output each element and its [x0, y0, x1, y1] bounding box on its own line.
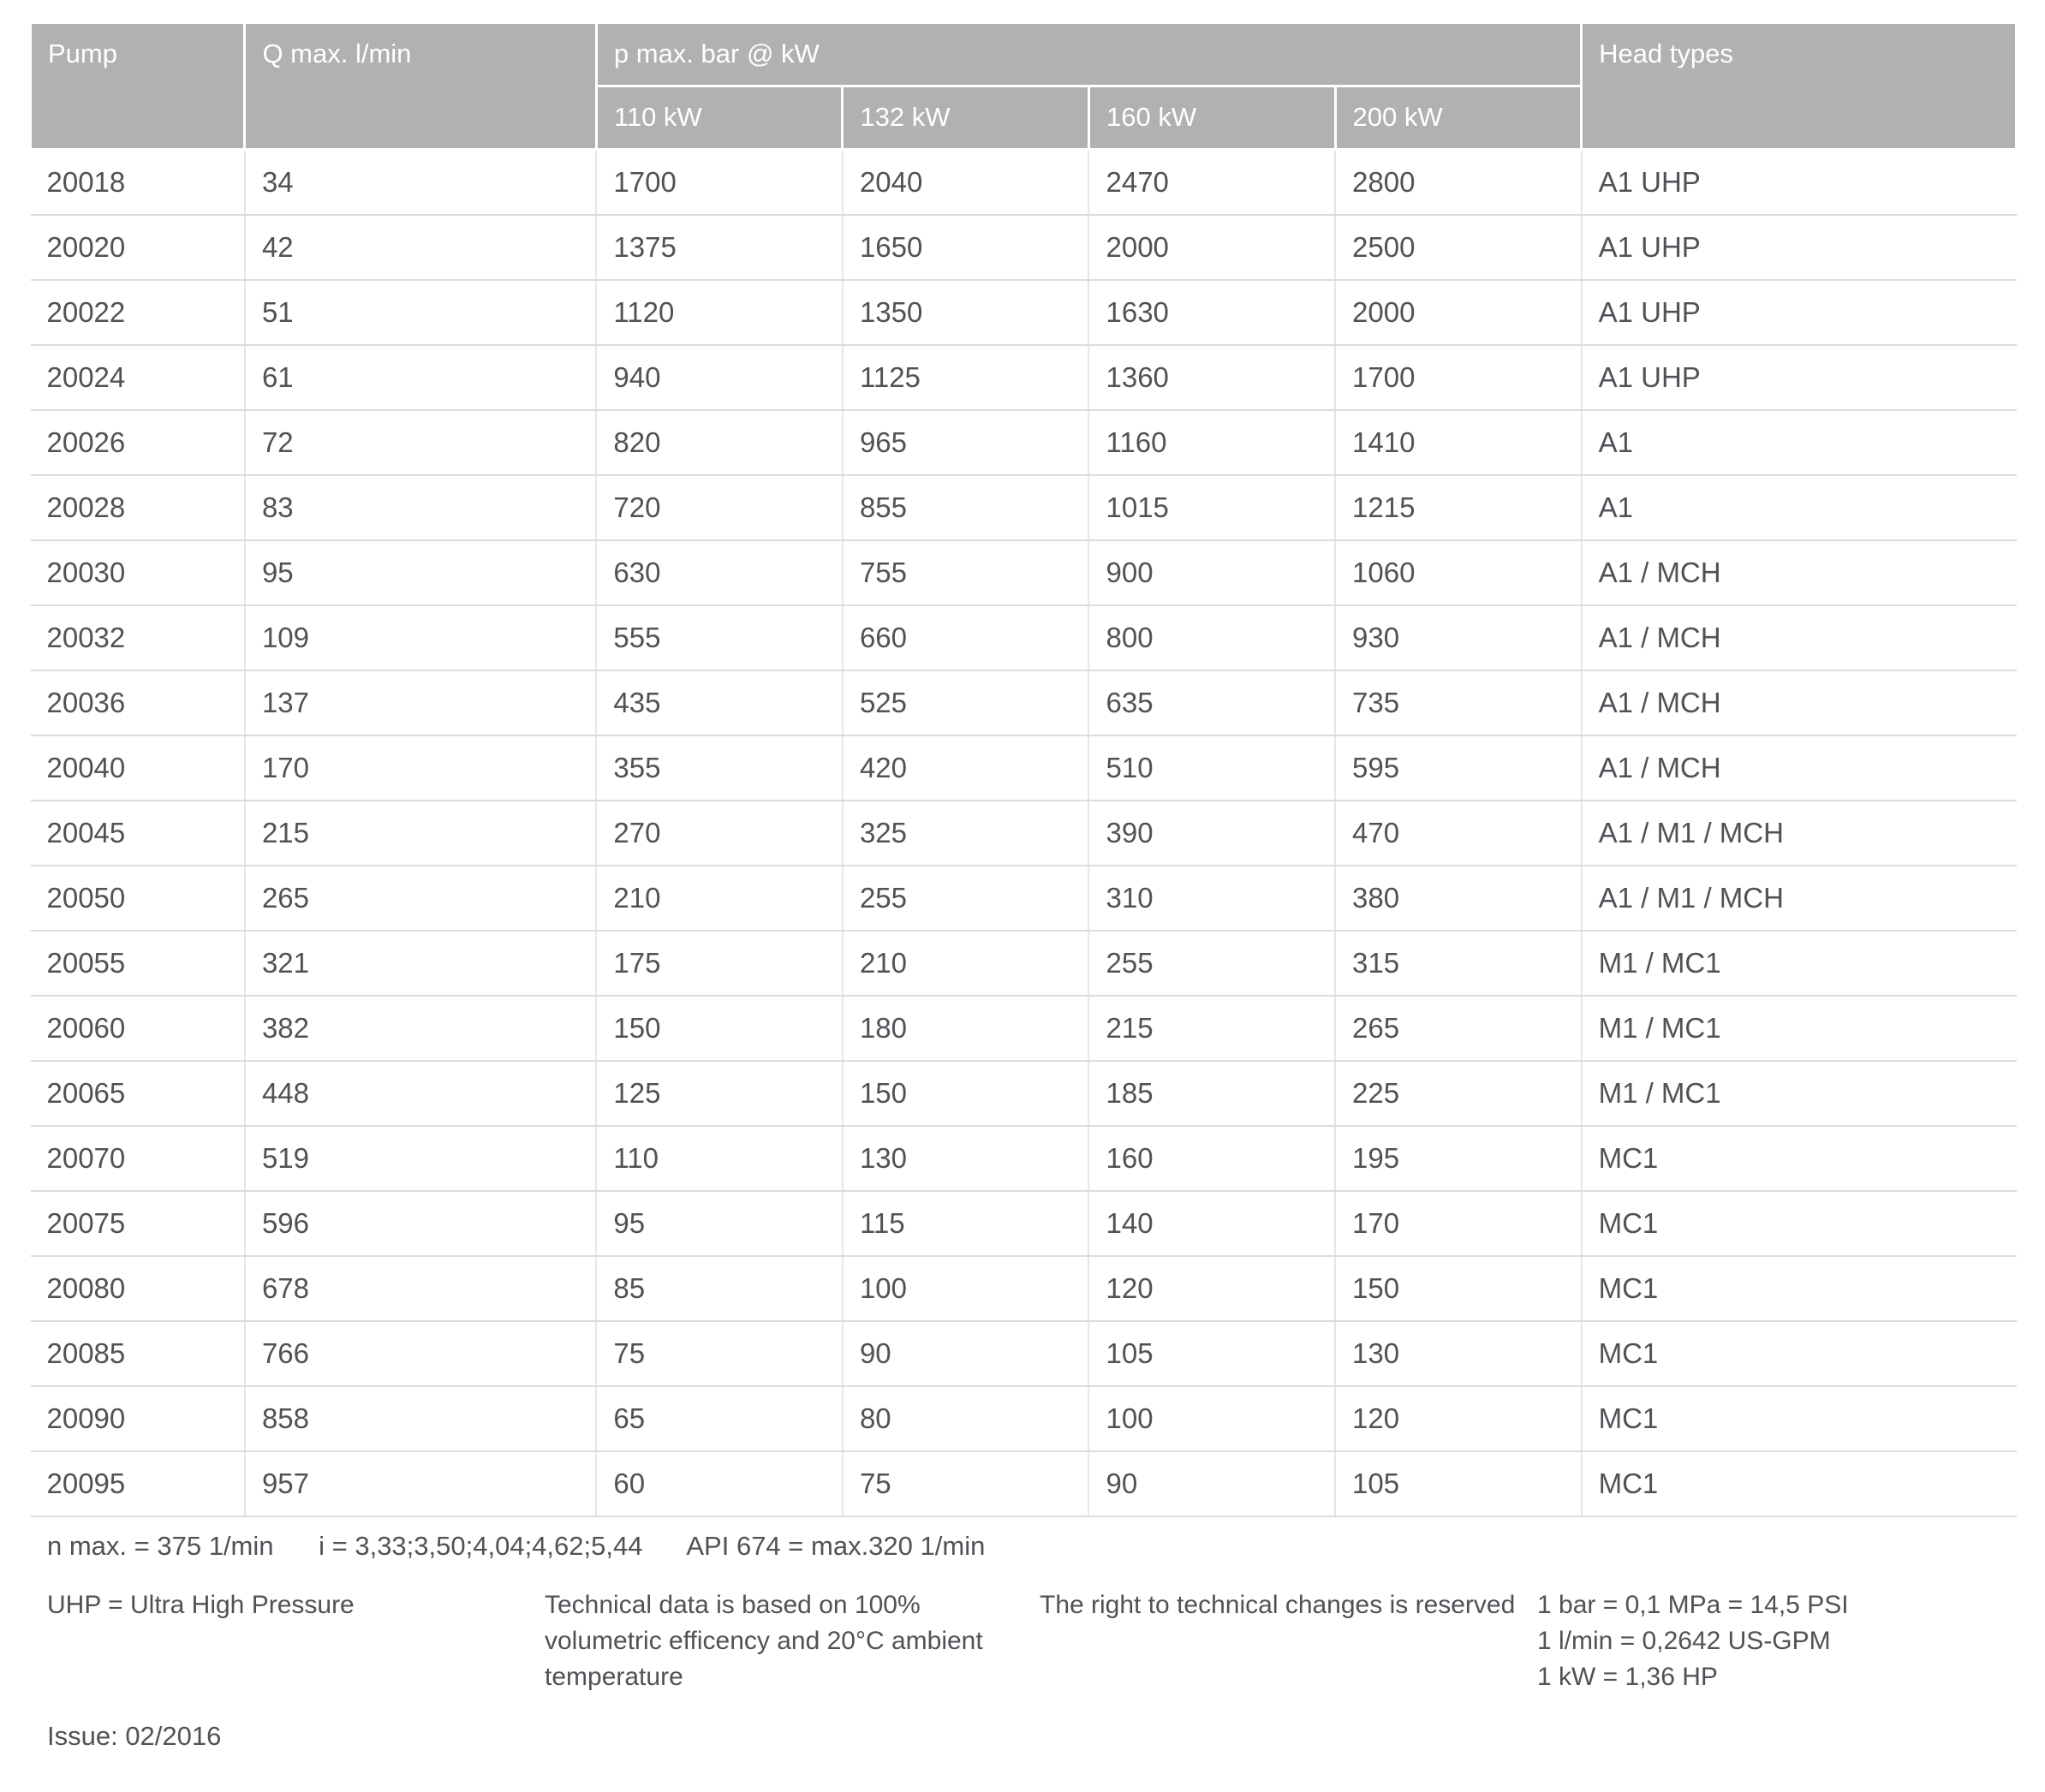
cell-p-132kw: 2040 [843, 150, 1089, 216]
table-row [31, 670, 2017, 735]
cell-head-types: MC1 [1582, 1321, 2017, 1386]
cell-pump: 20030 [31, 540, 245, 605]
table-header [31, 23, 2017, 150]
cell-p-200kw: 170 [1335, 1191, 1582, 1256]
cell-q-max: 448 [245, 1061, 596, 1126]
note-technical: Technical data is based on 100% volumetric efficency and 20°C ambient temperature [545, 1591, 983, 1691]
cell-p-132kw: 150 [843, 1061, 1089, 1126]
table-row [31, 605, 2017, 670]
cell-p-160kw: 2470 [1088, 150, 1335, 216]
cell-head-types: MC1 [1582, 1256, 2017, 1321]
cell-pump: 20045 [31, 801, 245, 866]
col-header-head-types: Head types [1582, 23, 2017, 150]
cell-q-max: 957 [245, 1451, 596, 1516]
cell-head-types: A1 UHP [1582, 345, 2017, 410]
cell-pump: 20080 [31, 1256, 245, 1321]
note-rights: The right to technical changes is reserved [1040, 1591, 1516, 1619]
cell-q-max: 519 [245, 1126, 596, 1191]
cell-p-160kw: 215 [1088, 996, 1335, 1061]
cell-p-132kw: 75 [843, 1451, 1089, 1516]
table-row [31, 735, 2017, 801]
cell-p-132kw: 100 [843, 1256, 1089, 1321]
cell-p-110kw: 940 [596, 345, 843, 410]
cell-q-max: 170 [245, 735, 596, 801]
cell-p-132kw: 90 [843, 1321, 1089, 1386]
cell-p-160kw: 510 [1088, 735, 1335, 801]
table-row [31, 150, 2017, 216]
cell-p-200kw: 2500 [1335, 215, 1582, 280]
cell-p-200kw: 735 [1335, 670, 1582, 735]
cell-p-160kw: 1360 [1088, 345, 1335, 410]
cell-q-max: 321 [245, 931, 596, 996]
header-row-groups [31, 23, 2017, 86]
note-api: API 674 = max.320 1/min [686, 1531, 986, 1561]
cell-head-types: A1 UHP [1582, 280, 2017, 345]
cell-head-types: A1 UHP [1582, 150, 2017, 216]
conversion-bar: 1 bar = 0,1 MPa = 14,5 PSI [1537, 1591, 1849, 1619]
cell-p-160kw: 255 [1088, 931, 1335, 996]
cell-pump: 20075 [31, 1191, 245, 1256]
cell-p-160kw: 120 [1088, 1256, 1335, 1321]
col-header-132kw: 132 kW [843, 86, 1089, 150]
cell-q-max: 596 [245, 1191, 596, 1256]
cell-p-110kw: 60 [596, 1451, 843, 1516]
cell-p-110kw: 1700 [596, 150, 843, 216]
cell-p-110kw: 270 [596, 801, 843, 866]
cell-head-types: A1 / M1 / MCH [1582, 866, 2017, 931]
cell-q-max: 34 [245, 150, 596, 216]
cell-p-110kw: 125 [596, 1061, 843, 1126]
cell-head-types: M1 / MC1 [1582, 996, 2017, 1061]
cell-p-110kw: 210 [596, 866, 843, 931]
col-header-160kw: 160 kW [1088, 86, 1335, 150]
cell-pump: 20055 [31, 931, 245, 996]
cell-p-200kw: 150 [1335, 1256, 1582, 1321]
cell-p-160kw: 390 [1088, 801, 1335, 866]
cell-pump: 20095 [31, 1451, 245, 1516]
cell-q-max: 215 [245, 801, 596, 866]
cell-q-max: 42 [245, 215, 596, 280]
col-header-200kw: 200 kW [1335, 86, 1582, 150]
cell-p-110kw: 630 [596, 540, 843, 605]
cell-p-110kw: 355 [596, 735, 843, 801]
cell-p-110kw: 95 [596, 1191, 843, 1256]
cell-head-types: MC1 [1582, 1126, 2017, 1191]
cell-p-132kw: 855 [843, 475, 1089, 540]
table-row [31, 931, 2017, 996]
cell-p-132kw: 115 [843, 1191, 1089, 1256]
speed-notes-line [47, 1531, 2018, 1562]
cell-p-160kw: 2000 [1088, 215, 1335, 280]
table-row [31, 1321, 2017, 1386]
table-row [31, 1451, 2017, 1516]
cell-p-132kw: 660 [843, 605, 1089, 670]
cell-q-max: 678 [245, 1256, 596, 1321]
cell-p-200kw: 1060 [1335, 540, 1582, 605]
cell-p-132kw: 755 [843, 540, 1089, 605]
table-row [31, 1061, 2017, 1126]
cell-p-132kw: 1350 [843, 280, 1089, 345]
conversion-lmin: 1 l/min = 0,2642 US-GPM [1537, 1627, 1831, 1655]
table-row [31, 1191, 2017, 1256]
cell-p-110kw: 435 [596, 670, 843, 735]
cell-q-max: 265 [245, 866, 596, 931]
note-uhp: UHP = Ultra High Pressure [47, 1591, 355, 1619]
cell-q-max: 382 [245, 996, 596, 1061]
cell-head-types: A1 / M1 / MCH [1582, 801, 2017, 866]
note-conversions [1537, 1587, 1849, 1695]
cell-p-160kw: 140 [1088, 1191, 1335, 1256]
cell-p-110kw: 110 [596, 1126, 843, 1191]
cell-p-132kw: 1125 [843, 345, 1089, 410]
cell-pump: 20032 [31, 605, 245, 670]
cell-pump: 20026 [31, 410, 245, 475]
cell-p-160kw: 100 [1088, 1386, 1335, 1451]
cell-p-160kw: 800 [1088, 605, 1335, 670]
cell-p-132kw: 420 [843, 735, 1089, 801]
cell-head-types: MC1 [1582, 1451, 2017, 1516]
issue-label: Issue: 02/2016 [47, 1721, 222, 1751]
cell-pump: 20040 [31, 735, 245, 801]
cell-p-132kw: 210 [843, 931, 1089, 996]
col-header-pump: Pump [31, 23, 245, 150]
cell-p-160kw: 1160 [1088, 410, 1335, 475]
cell-p-132kw: 80 [843, 1386, 1089, 1451]
cell-head-types: MC1 [1582, 1386, 2017, 1451]
cell-p-110kw: 85 [596, 1256, 843, 1321]
table-row [31, 801, 2017, 866]
cell-p-110kw: 175 [596, 931, 843, 996]
cell-p-200kw: 1700 [1335, 345, 1582, 410]
pump-spec-table [29, 21, 2018, 1517]
cell-p-132kw: 1650 [843, 215, 1089, 280]
cell-p-132kw: 965 [843, 410, 1089, 475]
table-row [31, 1256, 2017, 1321]
table-row [31, 866, 2017, 931]
table-row [31, 280, 2017, 345]
col-header-q-max: Q max. l/min [245, 23, 596, 150]
table-row [31, 1386, 2017, 1451]
cell-pump: 20085 [31, 1321, 245, 1386]
cell-pump: 20090 [31, 1386, 245, 1451]
cell-pump: 20018 [31, 150, 245, 216]
cell-p-132kw: 255 [843, 866, 1089, 931]
cell-p-200kw: 265 [1335, 996, 1582, 1061]
table-row [31, 540, 2017, 605]
cell-q-max: 137 [245, 670, 596, 735]
table-row [31, 215, 2017, 280]
cell-pump: 20020 [31, 215, 245, 280]
cell-head-types: M1 / MC1 [1582, 931, 2017, 996]
footnotes [47, 1587, 2018, 1695]
cell-q-max: 109 [245, 605, 596, 670]
cell-p-160kw: 1015 [1088, 475, 1335, 540]
table-row [31, 475, 2017, 540]
note-i-ratios: i = 3,33;3,50;4,04;4,62;5,44 [319, 1531, 643, 1561]
table-row [31, 1126, 2017, 1191]
col-header-110kw: 110 kW [596, 86, 843, 150]
cell-head-types: A1 [1582, 475, 2017, 540]
table-row [31, 410, 2017, 475]
cell-p-160kw: 160 [1088, 1126, 1335, 1191]
table-row [31, 345, 2017, 410]
cell-p-160kw: 900 [1088, 540, 1335, 605]
cell-q-max: 95 [245, 540, 596, 605]
cell-p-200kw: 2000 [1335, 280, 1582, 345]
cell-pump: 20050 [31, 866, 245, 931]
cell-p-110kw: 65 [596, 1386, 843, 1451]
cell-p-200kw: 380 [1335, 866, 1582, 931]
cell-p-132kw: 130 [843, 1126, 1089, 1191]
note-n-max: n max. = 375 1/min [47, 1531, 274, 1561]
cell-q-max: 51 [245, 280, 596, 345]
cell-p-110kw: 1120 [596, 280, 843, 345]
cell-head-types: M1 / MC1 [1582, 1061, 2017, 1126]
cell-pump: 20070 [31, 1126, 245, 1191]
cell-p-200kw: 1410 [1335, 410, 1582, 475]
cell-pump: 20065 [31, 1061, 245, 1126]
cell-p-110kw: 75 [596, 1321, 843, 1386]
cell-p-160kw: 635 [1088, 670, 1335, 735]
cell-p-200kw: 225 [1335, 1061, 1582, 1126]
cell-q-max: 61 [245, 345, 596, 410]
cell-p-200kw: 470 [1335, 801, 1582, 866]
cell-p-200kw: 130 [1335, 1321, 1582, 1386]
cell-p-200kw: 120 [1335, 1386, 1582, 1451]
conversion-kw: 1 kW = 1,36 HP [1537, 1663, 1718, 1691]
cell-head-types: A1 / MCH [1582, 670, 2017, 735]
cell-pump: 20022 [31, 280, 245, 345]
table-body [31, 150, 2017, 1517]
cell-p-200kw: 2800 [1335, 150, 1582, 216]
cell-p-200kw: 1215 [1335, 475, 1582, 540]
cell-head-types: A1 UHP [1582, 215, 2017, 280]
cell-pump: 20060 [31, 996, 245, 1061]
cell-q-max: 766 [245, 1321, 596, 1386]
cell-p-160kw: 105 [1088, 1321, 1335, 1386]
cell-p-200kw: 595 [1335, 735, 1582, 801]
table-row [31, 996, 2017, 1061]
cell-p-200kw: 195 [1335, 1126, 1582, 1191]
cell-p-132kw: 325 [843, 801, 1089, 866]
cell-p-110kw: 555 [596, 605, 843, 670]
cell-head-types: A1 [1582, 410, 2017, 475]
cell-p-200kw: 105 [1335, 1451, 1582, 1516]
cell-p-160kw: 1630 [1088, 280, 1335, 345]
cell-q-max: 858 [245, 1386, 596, 1451]
cell-pump: 20036 [31, 670, 245, 735]
cell-head-types: A1 / MCH [1582, 735, 2017, 801]
cell-p-200kw: 930 [1335, 605, 1582, 670]
cell-p-160kw: 90 [1088, 1451, 1335, 1516]
cell-p-132kw: 180 [843, 996, 1089, 1061]
cell-p-132kw: 525 [843, 670, 1089, 735]
cell-q-max: 83 [245, 475, 596, 540]
cell-p-110kw: 720 [596, 475, 843, 540]
cell-p-200kw: 315 [1335, 931, 1582, 996]
cell-head-types: A1 / MCH [1582, 605, 2017, 670]
cell-head-types: A1 / MCH [1582, 540, 2017, 605]
col-header-p-max-group: p max. bar @ kW [596, 23, 1581, 86]
cell-p-160kw: 310 [1088, 866, 1335, 931]
cell-p-110kw: 1375 [596, 215, 843, 280]
cell-head-types: MC1 [1582, 1191, 2017, 1256]
cell-pump: 20028 [31, 475, 245, 540]
cell-q-max: 72 [245, 410, 596, 475]
cell-p-110kw: 150 [596, 996, 843, 1061]
cell-p-160kw: 185 [1088, 1061, 1335, 1126]
cell-p-110kw: 820 [596, 410, 843, 475]
cell-pump: 20024 [31, 345, 245, 410]
